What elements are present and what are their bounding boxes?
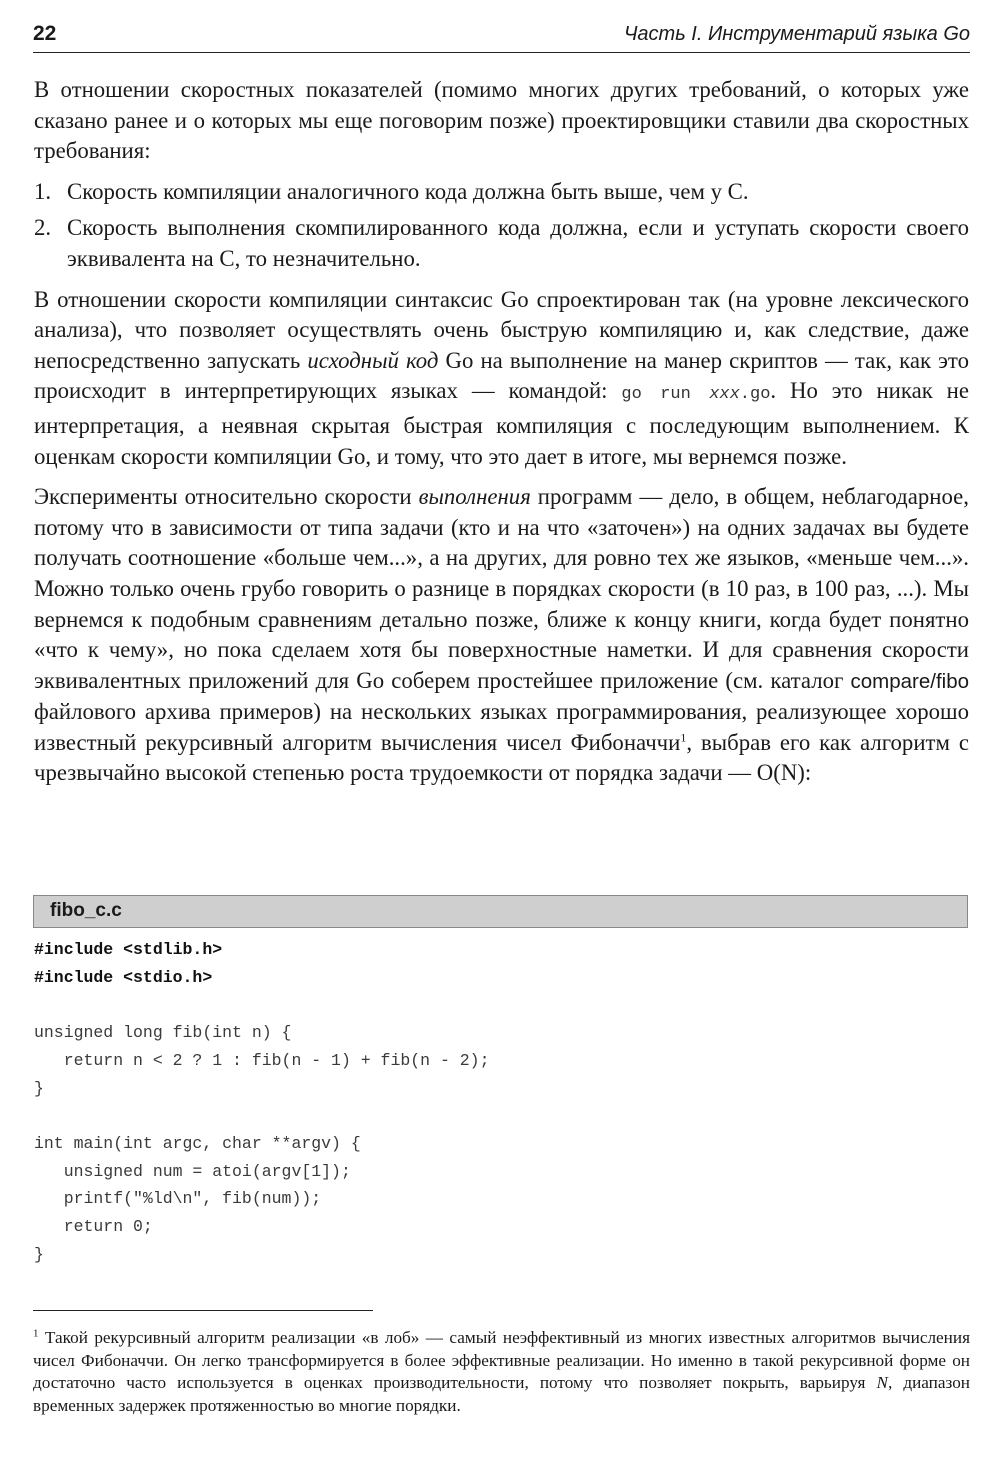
list-item bbox=[34, 177, 969, 208]
footnote-reference: 1 bbox=[680, 730, 687, 745]
code-line: printf("%ld\n", fib(num)); bbox=[34, 1189, 322, 1209]
text-run: В отношении скорости компиляции синтаксис Go спроектирован так (на уровне лексического анализа), что позволяет осуществлять очень быструю компиляцию и, как следствие, даже непосредственно запускать bbox=[34, 286, 969, 373]
code-line: unsigned long fib(int n) { bbox=[34, 1023, 292, 1043]
emphasis-execution: выполнения bbox=[418, 484, 531, 510]
command-placeholder: xxx bbox=[709, 385, 740, 405]
paragraph-experiments bbox=[34, 482, 969, 789]
listing-header bbox=[33, 895, 968, 928]
path-compare-fibo: compare/fibo bbox=[850, 669, 969, 693]
text-run: Go на выполнение на манер скриптов — так, как это происходит в интерпретирующих языках — командой: bbox=[34, 347, 969, 404]
text-run: Такой рекурсивный алгоритм реализации «в лоб» — самый неэффективный из многих известных алгоритмов вычисления чисел Фибоначчи. Он легко трансформируется в более эффективные реализации. Но именно в такой рекурсивной форме он достаточно часто используется в оценках производительности, потому что позволяет покрыть, варьируя bbox=[33, 1328, 970, 1392]
main-text bbox=[34, 75, 969, 799]
list-item bbox=[34, 213, 969, 274]
page-number: 22 bbox=[33, 22, 57, 45]
variable-n: N bbox=[876, 1373, 888, 1392]
text-run: , выбрав его как алгоритм с чрезвычайно высокой степенью роста трудоемкости от порядка задачи — O(N): bbox=[34, 729, 969, 786]
command-suffix: .go bbox=[739, 385, 771, 405]
paragraph-compilation bbox=[34, 285, 969, 473]
page-header bbox=[33, 18, 970, 53]
code-line: return n < 2 ? 1 : fib(n - 1) + fib(n - 2); bbox=[34, 1050, 490, 1070]
emphasis-source-code: исходный код bbox=[307, 347, 439, 373]
text-run: файлового архива примеров) на нескольких языках программирования, реализующее хорошо известный рекурсивный алгоритм вычисления чисел Фибоначчи bbox=[34, 699, 969, 755]
code-line: return 0; bbox=[34, 1217, 153, 1237]
list-item-text: Скорость выполнения скомпилированного кода должна, если и уступать скорости своего эквивалента на C, то незначительно. bbox=[67, 215, 969, 271]
text-run: . Но это никак не интерпретация, а неявная скрытая быстрая компиляция с последующим выполнением. К оценкам скорости компиляции Go, и тому, что это дает в итоге, мы вернемся позже. bbox=[34, 378, 969, 469]
list-item-text: Скорость компиляции аналогичного кода должна быть выше, чем у C. bbox=[67, 178, 749, 204]
running-title: Часть I. Инструментарий языка Go bbox=[623, 23, 970, 45]
code-line: } bbox=[34, 1078, 44, 1098]
code-line: #include <stdio.h> bbox=[34, 967, 213, 987]
listing-title: fibo_c.c bbox=[50, 900, 122, 921]
code-line: int main(int argc, char **argv) { bbox=[34, 1133, 361, 1153]
footnote bbox=[33, 1327, 970, 1417]
code-line: unsigned num = atoi(argv[1]); bbox=[34, 1161, 351, 1181]
code-listing bbox=[34, 936, 489, 1268]
footnote-divider bbox=[33, 1310, 373, 1311]
list-item-number: 2. bbox=[34, 215, 52, 241]
code-line: #include <stdlib.h> bbox=[34, 940, 223, 959]
paragraph-intro: В отношении скоростных показателей (помимо многих других требований, о которых уже сказано ранее и о которых мы еще поговорим позже) проектировщики ставили два скоростных требования: bbox=[34, 77, 969, 164]
command-prefix: go run bbox=[621, 385, 710, 405]
text-run: программ — дело, в общем, неблагодарное, потому что в зависимости от типа задачи (кто и на что «заточен») на одних задачах вы будете получать соотношение «больше чем...», а на других, для ровно тех же языков, «меньше чем...». Можно только очень грубо говорить о разнице в порядках скорости (в 10 раз, в 100 раз, ...). Мы вернемся к подобным сравнениям детально позже, ближе к концу книги, когда будет понятно «что к чему», но пока сделаем хотя бы поверхностные наметки. И для сравнения скорости эквивалентных приложений для Go соберем простейшее приложение (см. каталог bbox=[34, 484, 969, 693]
inline-command bbox=[621, 385, 770, 404]
text-run: Эксперименты относительно скорости bbox=[34, 484, 419, 510]
code-line: } bbox=[34, 1244, 44, 1264]
requirements-list bbox=[34, 177, 969, 275]
list-item-number: 1. bbox=[34, 178, 52, 204]
footnote-marker: 1 bbox=[33, 1327, 39, 1340]
text-run: , диапазон временных задержек протяженностью во многие порядки. bbox=[33, 1373, 970, 1415]
